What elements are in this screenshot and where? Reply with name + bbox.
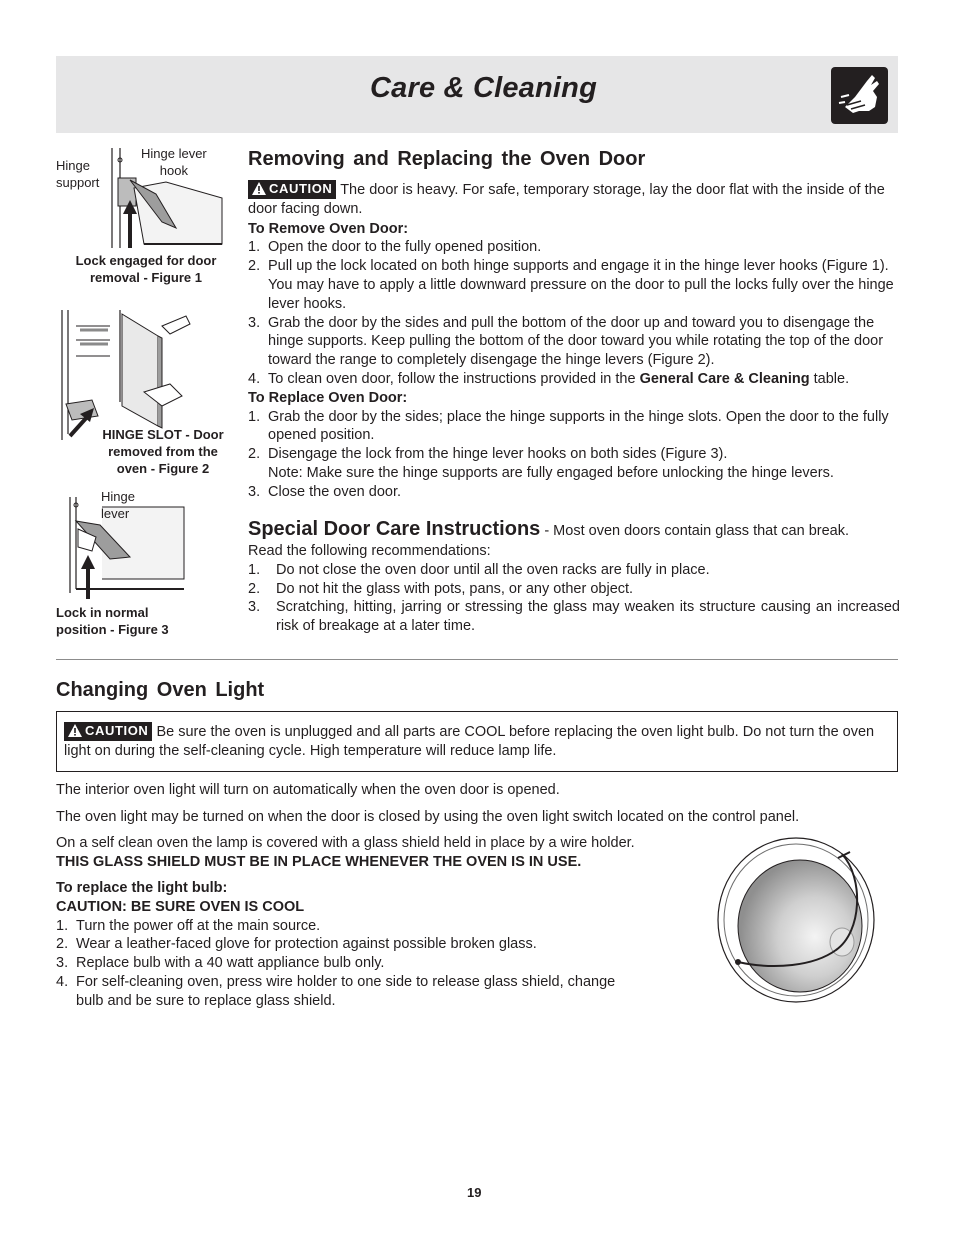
figure-3-label-hinge-lever: Hinge lever: [101, 489, 135, 521]
page-number: 19: [467, 1185, 482, 1200]
list-item: 2. Wear a leather-faced glove for protection against possible broken glass.: [56, 936, 537, 953]
oven-light-paragraph-2: The oven light may be turned on when the door is closed by using the oven light switch located on the control panel.: [56, 809, 800, 825]
replace-bulb-instructions: [56, 879, 616, 1011]
figure-2-caption: HINGE SLOT - Door removed from the oven - Figure 2: [102, 427, 224, 476]
page-title: Care & Cleaning: [370, 72, 597, 104]
section-heading-special-door-care: Special Door Care Instructions: [248, 518, 541, 540]
special-door-care-list: [248, 561, 900, 636]
replace-door-heading: To Replace Oven Door:: [248, 389, 408, 406]
special-door-care-intro: - Most oven doors contain glass that can break.: [540, 523, 849, 539]
list-item: 3. Scratching, hitting, jarring or stressing the glass may weaken its structure causing an increased risk of breakage at a later time.: [248, 599, 900, 635]
oven-light-glass-shield-illustration: [714, 834, 876, 1006]
oven-door-content: [248, 180, 900, 502]
list-item: 1. Open the door to the fully opened position.: [248, 239, 542, 256]
caution-badge: CAUTION: [248, 180, 336, 199]
figure-1-caption: Lock engaged for door removal - Figure 1: [75, 253, 217, 285]
figure-1-label-hinge-support: Hinge support: [56, 158, 100, 190]
list-item: 1. Turn the power off at the main source.: [56, 917, 321, 934]
figure-2-illustration: [58, 306, 198, 444]
list-item: 4. For self-cleaning oven, press wire holder to one side to release glass shield, change bulb and be sure to replace glass shield.: [56, 973, 616, 1009]
list-item: 2. Disengage the lock from the hinge lever hooks on both sides (Figure 3). Note: Make sure the hinge supports are fully engaged before unlocking the hinge levers.: [248, 446, 834, 481]
replace-bulb-steps: [56, 917, 616, 1011]
list-item: 1. Grab the door by the sides; place the hinge supports in the hinge slots. Open the door to the fully opened position.: [248, 408, 889, 444]
gloved-hand-cleaning-icon: [831, 67, 888, 124]
section-heading-oven-light: Changing Oven Light: [56, 679, 265, 701]
list-item: 3. Grab the door by the sides and pull the bottom of the door up and toward you to disengage the hinge supports. Keep pulling the bottom of the door toward you while rotating the top of the door toward the range to completely disengage the hinge levers (Figure 2).: [248, 314, 884, 369]
list-item: 2. Pull up the lock located on both hinge supports and engage it in the hinge lever hooks (Figure 1). You may have to apply a little downward pressure on the door to pull the locks fully over the hinge lever hooks.: [248, 258, 894, 312]
list-item: 3. Replace bulb with a 40 watt appliance bulb only.: [56, 955, 385, 972]
list-item: 2. Do not hit the glass with pots, pans, or any other object.: [248, 580, 634, 597]
list-item: 3. Close the oven door.: [248, 483, 402, 500]
replace-bulb-heading: To replace the light bulb:: [56, 880, 228, 896]
caution-badge: CAUTION: [64, 722, 152, 741]
oven-light-paragraph-1: The interior oven light will turn on automatically when the oven door is opened.: [56, 782, 560, 798]
figure-3-caption: Lock in normal position - Figure 3: [56, 605, 169, 637]
section-heading-oven-door: Removing and Replacing the Oven Door: [248, 148, 646, 170]
list-item: 4. To clean oven door, follow the instructions provided in the General Care & Cleaning table.: [248, 370, 850, 387]
oven-door-caution: CAUTION The door is heavy. For safe, temporary storage, lay the door flat with the inside of the door facing down.: [248, 181, 885, 217]
figure-1-label-hinge-lever-hook: Hinge lever hook: [141, 146, 207, 178]
replace-door-steps: [248, 408, 900, 502]
remove-door-heading: To Remove Oven Door:: [248, 220, 409, 237]
special-door-care: [248, 518, 900, 636]
special-door-care-read: Read the following recommendations:: [248, 543, 491, 559]
list-item: 1. Do not close the oven door until all the oven racks are fully in place.: [248, 561, 710, 578]
section-divider: [56, 659, 898, 660]
remove-door-steps: [248, 238, 900, 388]
replace-bulb-caution: CAUTION: BE SURE OVEN IS COOL: [56, 898, 305, 915]
oven-light-paragraph-3: On a self clean oven the lamp is covered with a glass shield held in place by a wire holder. THIS GLASS SHIELD MUST BE IN PLACE WHENEVER THE OVEN IS IN USE.: [56, 835, 635, 870]
oven-light-caution-box: CAUTION Be sure the oven is unplugged and all parts are COOL before replacing the oven light bulb. Do not turn the oven light on during the self-cleaning cycle. High temperature will reduce lamp life.: [56, 711, 898, 772]
